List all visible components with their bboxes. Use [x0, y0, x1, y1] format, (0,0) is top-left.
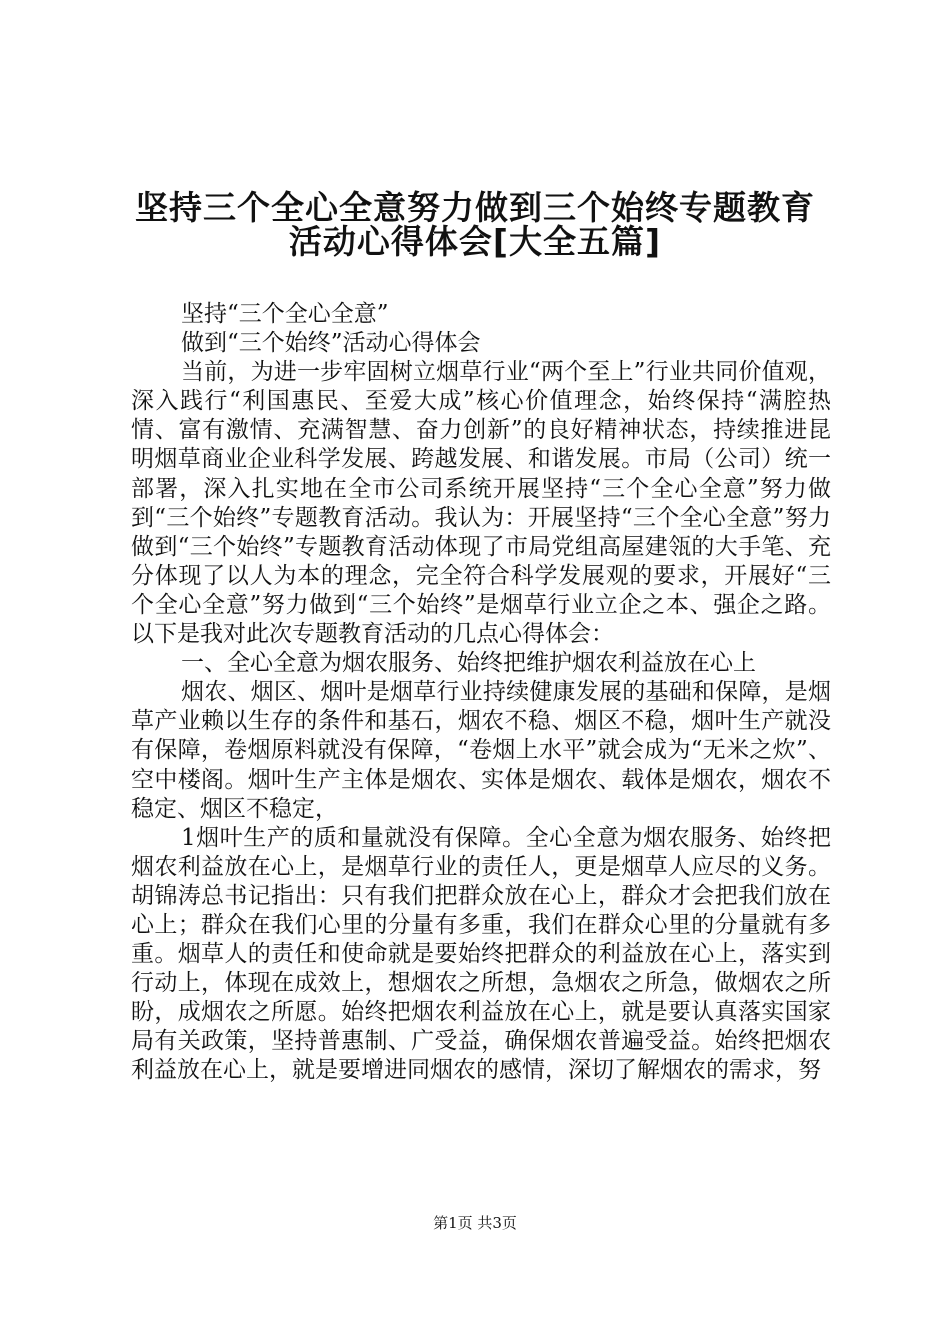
page-footer: 第1页 共3页	[433, 1214, 517, 1232]
paragraph-body-2: 1烟叶生产的质和量就没有保障。全心全意为烟农服务、始终把烟农利益放在心上，是烟草行业的责任人，更是烟草人应尽的义务。胡锦涛总书记指出：只有我们把群众放在心上，群众才会把我们放在心上；群众在我们心里的分量有多重，我们在群众心里的分量就有多重。烟草人的责任和使命就是要始终把群众的利益放在心上，落实到行动上，体现在成效上，想烟农之所想，急烟农之所急，做烟农之所盼，成烟农之所愿。始终把烟农利益放在心上，就是要认真落实国家局有关政策，坚持普惠制、广受益，确保烟农普遍受益。始终把烟农利益放在心上，就是要增进同烟农的感情，深切了解烟农的需求，努	[131, 824, 831, 1084]
paragraph-intro: 当前，为进一步牢固树立烟草行业“两个至上”行业共同价值观，深入践行“利国惠民、至爱大成”核心价值理念，始终保持“满腔热情、富有激情、充满智慧、奋力创新”的良好精神状态，持续推进昆明烟草商业企业科学发展、跨越发展、和谐发展。市局（公司）统一部署，深入扎实地在全市公司系统开展坚持“三个全心全意”努力做到“三个始终”专题教育活动。我认为：开展坚持“三个全心全意”努力做到“三个始终”专题教育活动体现了市局党组高屋建瓴的大手笔、充分体现了以人为本的理念，完全符合科学发展观的要求，开展好“三个全心全意”努力做到“三个始终”是烟草行业立企之本、强企之路。以下是我对此次专题教育活动的几点心得体会：	[131, 359, 831, 648]
document-title-line-2: 活动心得体会[大全五篇]	[288, 222, 662, 261]
paragraph-subtitle-1: 坚持“三个全心全意”	[181, 301, 389, 327]
document-body	[131, 300, 831, 1086]
document-title-line-1: 坚持三个全心全意努力做到三个始终专题教育	[135, 188, 815, 227]
paragraph-body-1: 烟农、烟区、烟叶是烟草行业持续健康发展的基础和保障，是烟草产业赖以生存的条件和基石，烟农不稳、烟区不稳，烟叶生产就没有保障，卷烟原料就没有保障，“卷烟上水平”就会成为“无米之炊”、空中楼阁。烟叶生产主体是烟农、实体是烟农、载体是烟农，烟农不稳定、烟区不稳定，	[131, 679, 831, 822]
paragraph-subtitle-2: 做到“三个始终”活动心得体会	[181, 330, 481, 357]
paragraph-section-heading-1: 一、全心全意为烟农服务、始终把维护烟农利益放在心上	[181, 650, 756, 677]
